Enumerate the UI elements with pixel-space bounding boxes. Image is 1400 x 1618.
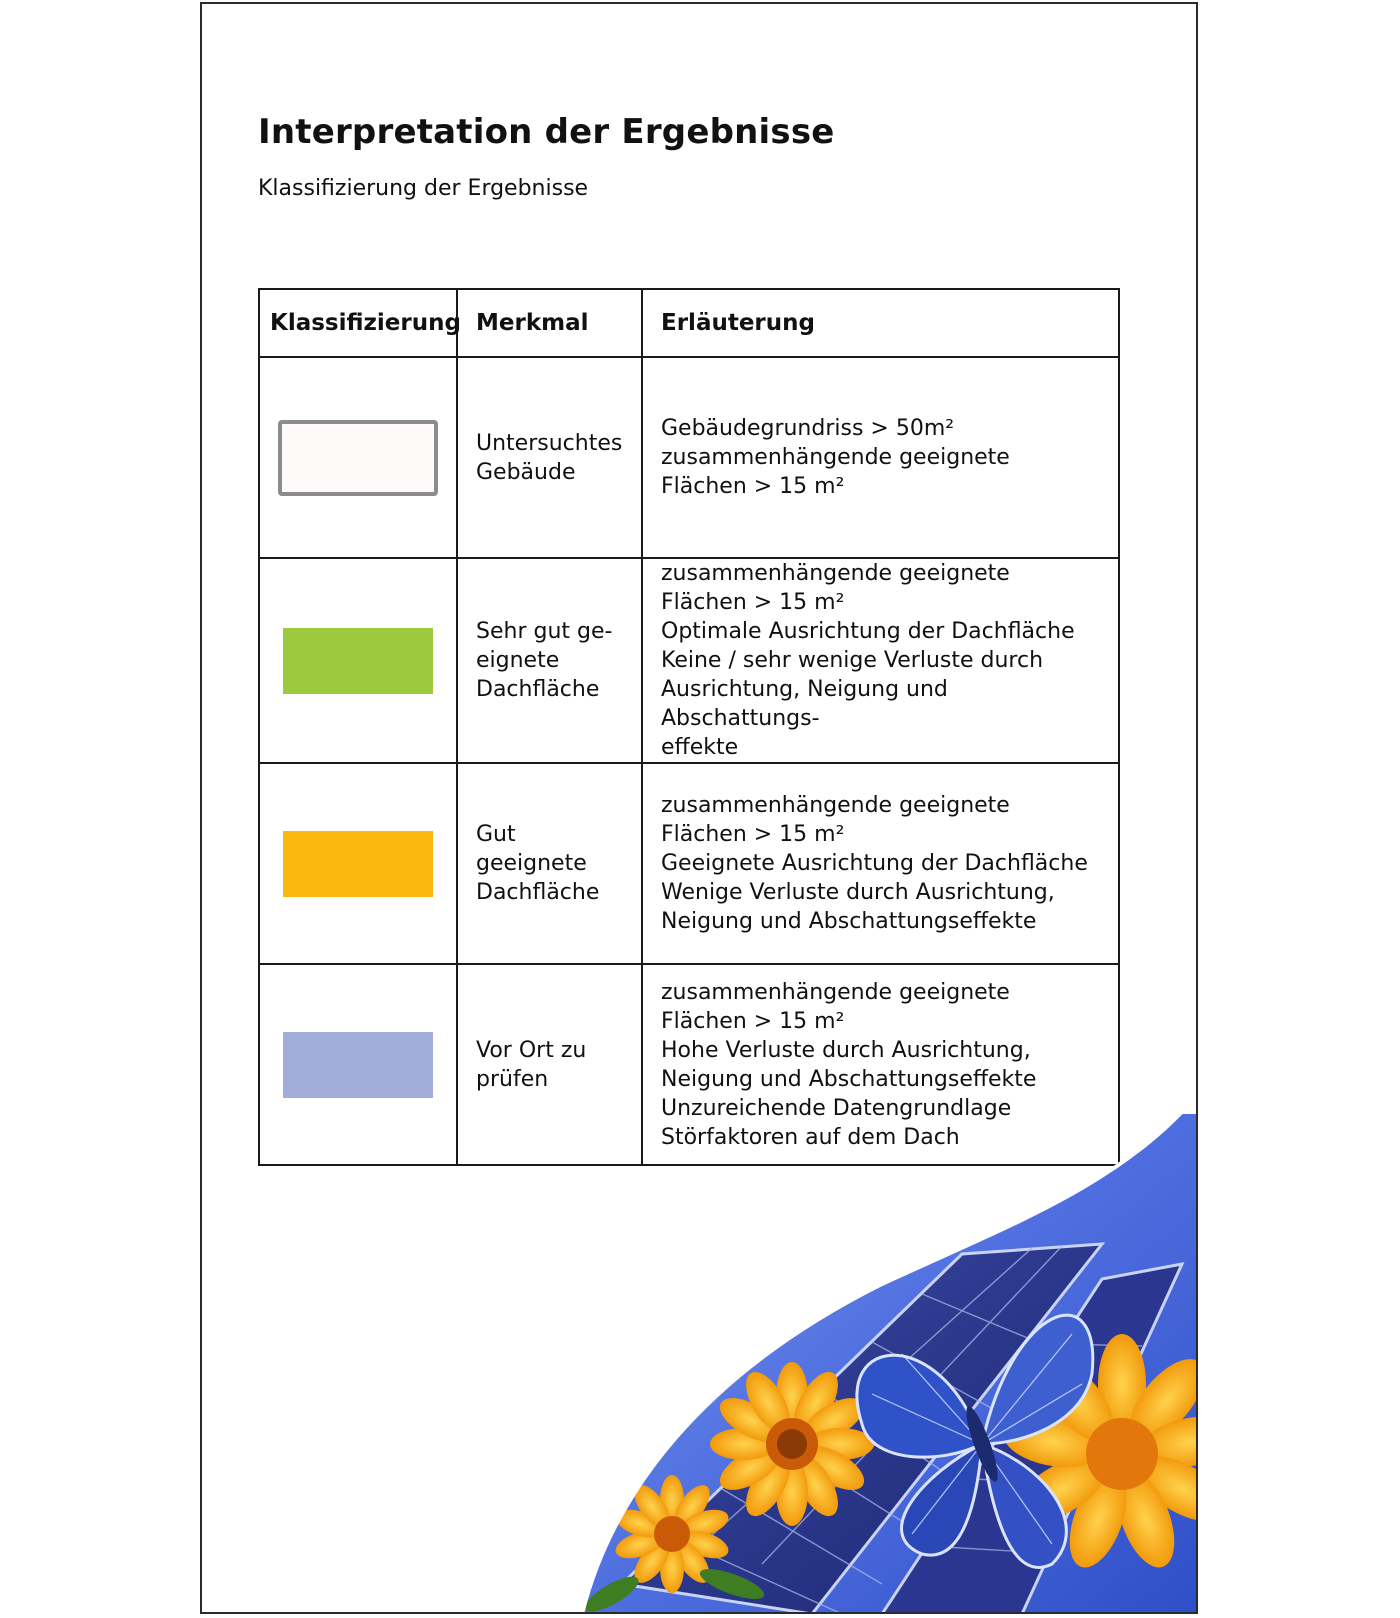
feature-line: Dachfläche xyxy=(476,880,600,905)
classification-cell xyxy=(259,357,457,558)
classification-cell xyxy=(259,964,457,1165)
description-line: zusammenhängende geeignete xyxy=(661,979,1010,1005)
classification-cell xyxy=(259,763,457,964)
feature-line: Gebäude xyxy=(476,459,576,485)
description-line: zusammenhängende geeignete xyxy=(661,561,1010,586)
header-erlaeuterung: Erläuterung xyxy=(642,289,1119,357)
description-line: Hohe Verluste durch Ausrichtung, xyxy=(661,1037,1031,1063)
description-line: Störfaktoren auf dem Dach xyxy=(661,1124,960,1150)
feature-cell xyxy=(457,763,642,964)
classification-swatch xyxy=(283,1032,433,1098)
description-line: Geeignete Ausrichtung der Dachfläche xyxy=(661,851,1088,876)
description-cell xyxy=(642,763,1119,964)
description-line: Optimale Ausrichtung der Dachfläche xyxy=(661,619,1075,644)
feature-line: Sehr gut ge- xyxy=(476,619,613,644)
classification-table xyxy=(258,288,1120,1166)
document-page xyxy=(200,2,1198,1614)
description-line: Gebäudegrundriss > 50m² xyxy=(661,416,955,441)
feature-line: prüfen xyxy=(476,1066,549,1092)
feature-cell xyxy=(457,357,642,558)
classification-swatch xyxy=(283,831,433,897)
description-line: Flächen > 15 m² xyxy=(661,822,845,847)
header-merkmal: Merkmal xyxy=(457,289,642,357)
table-row xyxy=(259,558,1119,763)
table-row xyxy=(259,357,1119,558)
description-line: Flächen > 15 m² xyxy=(661,474,845,499)
description-cell xyxy=(642,357,1119,558)
description-line: Keine / sehr wenige Verluste durch xyxy=(661,648,1044,673)
description-line: effekte xyxy=(661,735,739,760)
header-klassifizierung: Klassifizierung xyxy=(259,289,457,357)
description-line: Neigung und Abschattungseffekte xyxy=(661,909,1037,934)
description-cell xyxy=(642,558,1119,763)
classification-cell xyxy=(259,558,457,763)
page-subtitle: Klassifizierung der Ergebnisse xyxy=(258,176,589,201)
classification-swatch xyxy=(278,420,438,496)
feature-line: Vor Ort zu xyxy=(476,1037,587,1063)
table-row xyxy=(259,763,1119,964)
table-header-row xyxy=(259,289,1119,357)
description-line: Ausrichtung, Neigung und Abschattungs- xyxy=(661,677,948,731)
description-line: Flächen > 15 m² xyxy=(661,590,845,615)
feature-line: eignete xyxy=(476,648,560,673)
description-line: zusammenhängende geeignete xyxy=(661,445,1010,470)
description-line: Flächen > 15 m² xyxy=(661,1008,845,1034)
page-title: Interpretation der Ergebnisse xyxy=(258,112,835,152)
description-line: Unzureichende Datengrundlage xyxy=(661,1095,1012,1121)
description-line: zusammenhängende geeignete xyxy=(661,793,1010,818)
feature-line: Gut geeignete xyxy=(476,822,587,876)
feature-line: Untersuchtes xyxy=(476,430,623,456)
classification-swatch xyxy=(283,628,433,694)
feature-cell xyxy=(457,558,642,763)
description-line: Neigung und Abschattungseffekte xyxy=(661,1066,1037,1092)
description-line: Wenige Verluste durch Ausrichtung, xyxy=(661,880,1055,905)
solar-decoration xyxy=(582,1114,1198,1614)
feature-line: Dachfläche xyxy=(476,677,600,702)
